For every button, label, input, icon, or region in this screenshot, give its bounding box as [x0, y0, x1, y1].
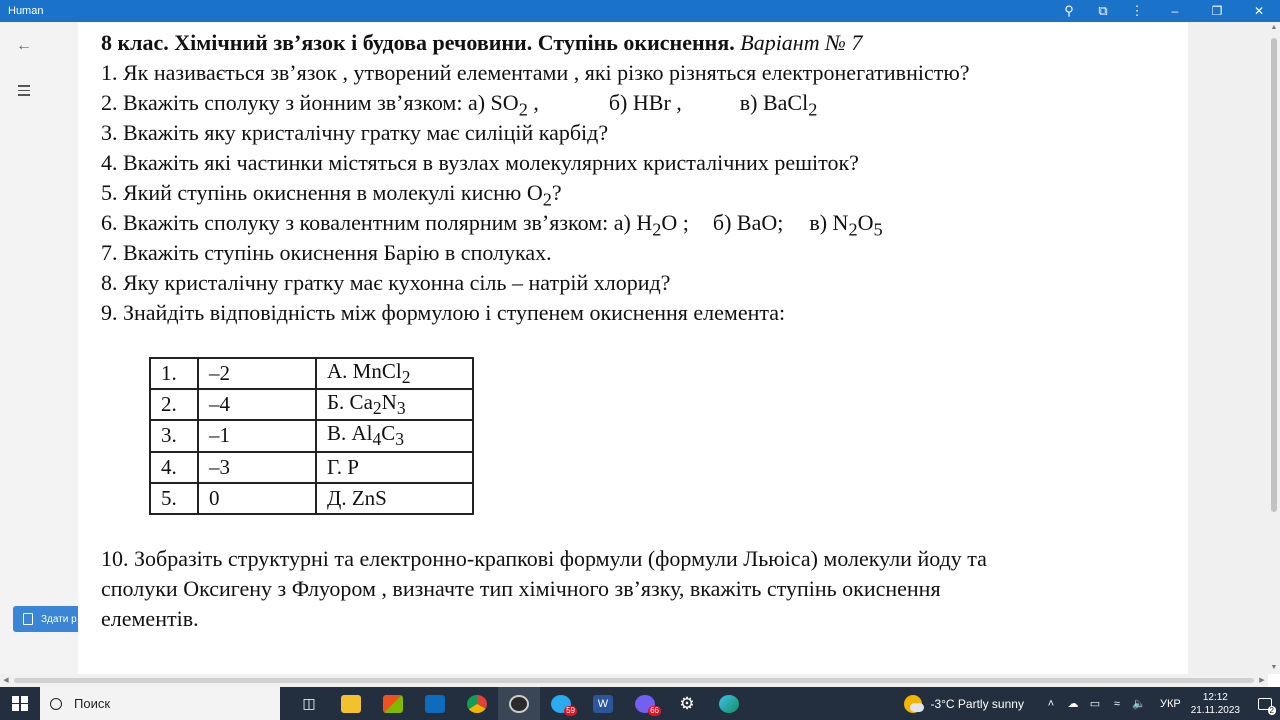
question-6-sub-3: 5 — [873, 219, 883, 240]
question-4: 4. Вкажіть які частинки містяться в вузлах молекулярних кристалічних решіток? — [101, 150, 859, 175]
minimize-button[interactable]: – — [1171, 4, 1179, 18]
formula-text: Б. Ca — [327, 390, 373, 415]
taskbar-apps — [288, 687, 750, 720]
variant-label: Варіант № 7 — [740, 30, 863, 55]
clock-date: 21.11.2023 — [1190, 704, 1240, 716]
formula-text: Д. ZnS — [327, 485, 387, 510]
search-icon[interactable]: ⚲ — [1064, 3, 1074, 18]
question-6-option-c: в) N — [809, 210, 849, 235]
notification-center-icon[interactable] — [1250, 687, 1280, 720]
table-row — [150, 420, 473, 451]
question-6 — [101, 210, 883, 242]
formula-subscript: 4 — [372, 429, 382, 450]
scroll-left-icon[interactable]: ◀ — [3, 677, 9, 684]
start-button[interactable] — [0, 687, 40, 720]
question-10-line-3: елементів. — [101, 606, 199, 631]
volume-icon[interactable]: 🔈 — [1132, 698, 1146, 710]
formula-text: N — [381, 390, 397, 415]
more-icon[interactable]: ⋮ — [1130, 3, 1144, 18]
question-2-sub-2: 2 — [808, 99, 818, 120]
search-icon — [50, 698, 62, 710]
formula-subscript: 2 — [401, 367, 411, 388]
right-margin — [1188, 22, 1268, 687]
question-1: 1. Як називається зв’язок , утворений елементами , які різко різняться електронегативністю? — [101, 60, 970, 85]
telegram-badge: 59 — [566, 706, 575, 715]
window-title: Human — [8, 5, 44, 17]
system-tray — [904, 687, 1280, 720]
document-title — [101, 30, 862, 56]
back-arrow-icon[interactable]: ← — [16, 37, 32, 54]
notification-count: 2 — [1269, 706, 1274, 715]
formula-subscript: 3 — [395, 429, 405, 450]
weather-text: -3°C Partly sunny — [930, 696, 1024, 711]
partly-sunny-icon — [904, 695, 922, 713]
taskbar-search[interactable] — [40, 687, 280, 720]
question-2-sub-1: 2 — [518, 99, 528, 120]
scrollbar-thumb[interactable] — [1271, 38, 1277, 512]
question-6-option-b: б) BaO; — [712, 210, 784, 235]
row-number-cell: 5. — [150, 483, 198, 514]
formula-cell — [316, 358, 473, 389]
submit-task-label: Здати р — [41, 613, 77, 625]
question-5 — [101, 180, 562, 212]
question-6-text: 6. Вкажіть сполуку з ковалентним полярним зв’язком: а) H — [101, 210, 653, 235]
search-placeholder: Поиск — [74, 696, 111, 711]
scroll-down-icon[interactable]: ▼ — [1270, 664, 1278, 671]
chrome-profile-icon[interactable] — [498, 687, 540, 720]
table-of-contents-icon[interactable] — [14, 82, 34, 102]
microsoft-store-icon[interactable] — [372, 687, 414, 720]
question-10-line-1: 10. Зобразіть структурні та електронно-крапкові формули (формули Льюіса) молекули йоду та — [101, 546, 987, 571]
maximize-button[interactable]: ❐ — [1211, 4, 1223, 18]
row-number-cell: 4. — [150, 452, 198, 483]
question-5-text: 5. Який ступінь окиснення в молекулі кисню O — [101, 180, 543, 205]
title-text: 8 клас. Хімічний зв’язок і будова речовини. Ступінь окиснення. — [101, 30, 735, 55]
vertical-scrollbar[interactable] — [1268, 22, 1280, 674]
question-2-text: 2. Вкажіть сполуку з йонним зв’язком: а) SO — [101, 90, 519, 115]
question-7: 7. Вкажіть ступінь окиснення Барію в сполуках. — [101, 240, 552, 265]
formula-subscript: 2 — [372, 398, 382, 419]
question-5-sub: 2 — [542, 189, 552, 210]
clock-time: 12:12 — [1202, 691, 1228, 703]
horizontal-scrollbar[interactable] — [0, 674, 1268, 687]
question-9: 9. Знайдіть відповідність між формулою і ступенем окиснення елемента: — [101, 300, 786, 325]
question-6-sub-2: 2 — [848, 219, 858, 240]
scroll-right-icon[interactable]: ▶ — [1259, 677, 1265, 684]
matching-table-body — [150, 358, 473, 514]
formula-cell — [316, 483, 473, 514]
formula-text: В. Al — [327, 421, 373, 446]
oxidation-state-cell: –3 — [198, 452, 316, 483]
scroll-up-icon[interactable]: ▲ — [1270, 24, 1278, 31]
table-row — [150, 358, 473, 389]
document-icon — [23, 613, 33, 625]
viber-icon[interactable] — [624, 687, 666, 720]
oxidation-state-cell: –2 — [198, 358, 316, 389]
battery-icon[interactable]: ▭ — [1089, 698, 1101, 710]
word-icon[interactable]: W — [582, 687, 624, 720]
row-number-cell: 2. — [150, 389, 198, 420]
formula-text: А. MnCl — [327, 359, 402, 383]
question-6-option-c-o: O — [857, 210, 874, 235]
oxidation-state-cell: 0 — [198, 483, 316, 514]
close-button[interactable]: ✕ — [1253, 4, 1265, 18]
telegram-icon[interactable] — [540, 687, 582, 720]
question-6-a-end: O ; — [661, 210, 689, 235]
settings-gear-icon[interactable]: ⚙ — [679, 693, 695, 713]
question-2-option-b: б) HBr , — [608, 90, 682, 115]
formula-cell — [316, 420, 473, 451]
left-sidebar — [0, 22, 78, 687]
question-5-end: ? — [551, 180, 562, 205]
table-row — [150, 389, 473, 420]
formula-text: C — [381, 421, 396, 446]
mail-icon[interactable] — [414, 687, 456, 720]
chrome-icon[interactable] — [456, 687, 498, 720]
formula-cell — [316, 452, 473, 483]
weather-widget[interactable] — [904, 695, 1024, 713]
extension-icon[interactable]: ⧉ — [1098, 3, 1108, 18]
edge-icon[interactable] — [708, 687, 750, 720]
row-number-cell: 1. — [150, 358, 198, 389]
question-10-line-2: сполуки Оксигену з Флуором , визначте тип хімічного зв’язку, вкажіть ступінь окиснення — [101, 576, 941, 601]
table-row — [150, 452, 473, 483]
onedrive-cloud-icon[interactable]: ☁ — [1067, 698, 1079, 710]
oxidation-state-cell: –4 — [198, 389, 316, 420]
clock[interactable] — [1191, 691, 1240, 717]
language-indicator[interactable]: УКР — [1159, 697, 1181, 710]
question-6-sub-1: 2 — [652, 219, 662, 240]
wifi-icon[interactable]: ≈ — [1113, 697, 1120, 710]
taskbar — [0, 687, 1280, 720]
question-2 — [101, 90, 817, 122]
show-hidden-icons-icon[interactable]: ˄ — [1047, 697, 1055, 710]
title-bar-controls — [1052, 0, 1280, 22]
windows-logo-icon — [12, 696, 28, 712]
formula-subscript: 3 — [396, 398, 406, 419]
title-bar — [0, 0, 1280, 22]
horizontal-scrollbar-thumb[interactable] — [14, 678, 1254, 683]
question-3: 3. Вкажіть яку кристалічну гратку має силіцій карбід? — [101, 120, 609, 145]
matching-table — [149, 357, 474, 515]
formula-text: Г. P — [327, 454, 359, 479]
question-2-a-end: , — [527, 90, 539, 115]
submit-task-button[interactable] — [13, 606, 83, 632]
question-8: 8. Яку кристалічну гратку має кухонна сіль – натрій хлорид? — [101, 270, 671, 295]
oxidation-state-cell: –1 — [198, 420, 316, 451]
row-number-cell: 3. — [150, 420, 198, 451]
question-2-option-c: в) BaCl — [739, 90, 809, 115]
file-explorer-icon[interactable] — [330, 687, 372, 720]
task-view-icon[interactable]: ◫ — [302, 695, 316, 711]
table-row — [150, 483, 473, 514]
document-page — [78, 22, 1188, 674]
formula-cell — [316, 389, 473, 420]
viber-badge: 66 — [650, 706, 659, 715]
